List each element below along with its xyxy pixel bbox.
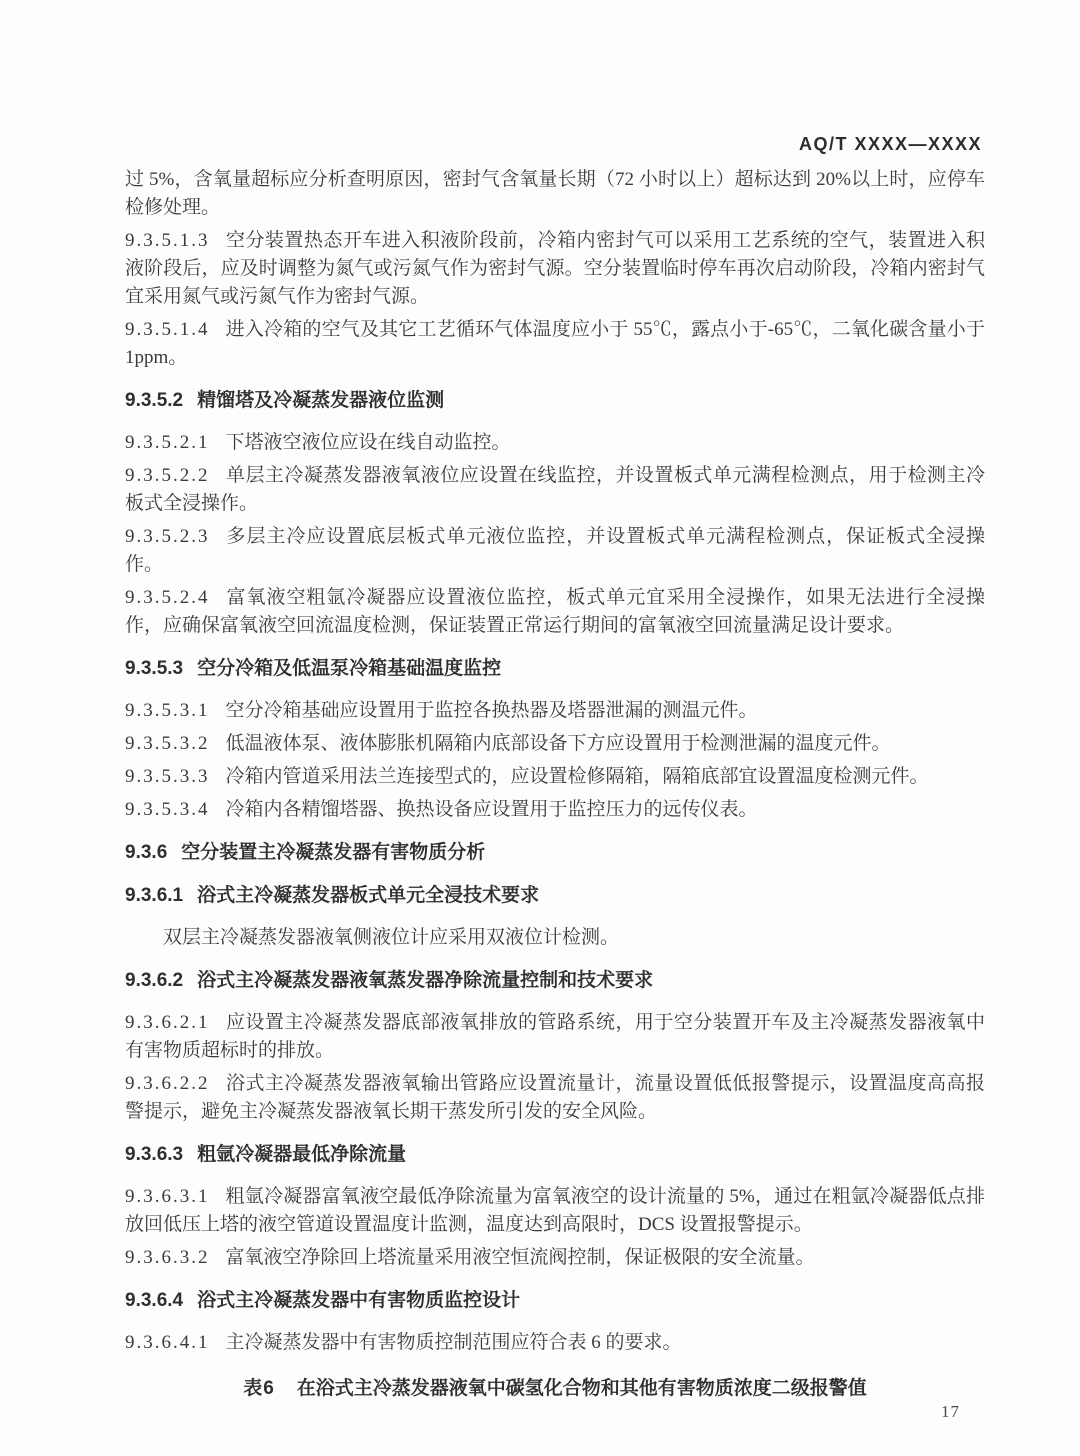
clause-text: 主冷凝蒸发器中有害物质控制范围应符合表 6 的要求。: [225, 1332, 682, 1353]
clause-text: 浴式主冷凝蒸发器液氧蒸发器净除流量控制和技术要求: [197, 970, 654, 991]
clause-text: 浴式主冷凝蒸发器中有害物质监控设计: [197, 1290, 521, 1311]
clause-number: 9.3.5.3.4: [125, 799, 210, 820]
clause-number: 9.3.5.2.3: [125, 526, 210, 547]
page-number: 17: [941, 1402, 960, 1421]
table-caption: [125, 1375, 985, 1403]
clause-text: 应设置主冷凝蒸发器底部液氧排放的管路系统，用于空分装置开车及主冷凝蒸发器液氧中有害物质超标时的排放。: [125, 1012, 985, 1061]
clause-text: 下塔液空液位应设在线自动监控。: [225, 432, 511, 453]
clause-number: 9.3.6.3: [125, 1144, 184, 1165]
clause-number: 9.3.6.1: [125, 885, 184, 906]
clause-text: 浴式主冷凝蒸发器液氧输出管路应设置流量计，流量设置低低报警提示，设置温度高高报警提示，避免主冷凝蒸发器液氧长期干蒸发所引发的安全风险。: [125, 1073, 985, 1122]
clause-number: 9.3.5.2.1: [125, 432, 210, 453]
continuation-paragraph: [125, 166, 985, 222]
clause-9.3.6.2.1: [125, 1009, 985, 1065]
clause-9.3.5.1.4: [125, 316, 985, 372]
clause-text: 在浴式主冷蒸发器液氧中碳氢化合物和其他有害物质浓度二级报警值: [296, 1378, 867, 1399]
clause-number: 9.3.6: [125, 842, 168, 863]
clause-number: 9.3.6.3.1: [125, 1186, 210, 1207]
clause-number: 9.3.5.2.2: [125, 465, 210, 486]
clause-9.3.5.2.2: [125, 462, 985, 518]
clause-text: 空分冷箱基础应设置用于监控各换热器及塔器泄漏的测温元件。: [225, 700, 758, 721]
clause-text: 双层主冷凝蒸发器液氧侧液位计应采用双液位计检测。: [163, 927, 620, 948]
clause-text: 冷箱内各精馏塔器、换热设备应设置用于监控压力的远传仪表。: [225, 799, 758, 820]
section-heading-9.3.6.4: [125, 1287, 985, 1315]
clause-number: 9.3.5.1.3: [125, 230, 210, 251]
clause-number: 9.3.6.2: [125, 970, 184, 991]
clause-number: 9.3.6.4.1: [125, 1332, 210, 1353]
clause-number: 9.3.5.2.4: [125, 587, 210, 608]
clause-text: 冷箱内管道采用法兰连接型式的，应设置检修隔箱，隔箱底部宜设置温度检测元件。: [225, 766, 929, 787]
clause-number: 9.3.5.2: [125, 390, 184, 411]
clause-9.3.5.3.1: [125, 697, 985, 725]
clause-text: 进入冷箱的空气及其它工艺循环气体温度应小于 55℃，露点小于-65℃，二氧化碳含量小于 1ppm。: [125, 319, 985, 368]
clause-text: 多层主冷应设置底层板式单元液位监控，并设置板式单元满程检测点，保证板式全浸操作。: [125, 526, 985, 575]
clause-9.3.6.3.1: [125, 1183, 985, 1239]
clause-text: 富氧液空净除回上塔流量采用液空恒流阀控制，保证极限的安全流量。: [225, 1247, 815, 1268]
clause-text: 富氧液空粗氩冷凝器应设置液位监控，板式单元宜采用全浸操作，如果无法进行全浸操作，应确保富氧液空回流温度检测，保证装置正常运行期间的富氧液空回流量满足设计要求。: [125, 587, 985, 636]
clause-text: 过 5%，含氧量超标应分析查明原因，密封气含氧量长期（72 小时以上）超标达到 20%以上时，应停车检修处理。: [125, 169, 985, 218]
clause-number: 9.3.5.3.1: [125, 700, 210, 721]
section-heading-9.3.6.3: [125, 1141, 985, 1169]
clause-text: 空分装置主冷凝蒸发器有害物质分析: [181, 842, 486, 863]
clause-number: 9.3.5.3: [125, 658, 184, 679]
indented-paragraph: [125, 924, 985, 952]
section-heading-9.3.5.3: [125, 655, 985, 683]
clause-text: 浴式主冷凝蒸发器板式单元全浸技术要求: [197, 885, 540, 906]
clause-number: 9.3.6.4: [125, 1290, 184, 1311]
clause-9.3.6.4.1: [125, 1329, 985, 1357]
clause-9.3.5.2.4: [125, 584, 985, 640]
clause-text: 单层主冷凝蒸发器液氧液位应设置在线监控，并设置板式单元满程检测点，用于检测主冷板式全浸操作。: [125, 465, 985, 514]
clause-number: 9.3.5.3.3: [125, 766, 210, 787]
clause-9.3.5.2.1: [125, 429, 985, 457]
section-heading-9.3.6: [125, 839, 985, 867]
clause-9.3.5.3.3: [125, 763, 985, 791]
clause-text: 精馏塔及冷凝蒸发器液位监测: [197, 390, 445, 411]
clause-9.3.6.3.2: [125, 1244, 985, 1272]
clause-number: 9.3.6.2.1: [125, 1012, 210, 1033]
clause-text: 低温液体泵、液体膨胀机隔箱内底部设备下方应设置用于检测泄漏的温度元件。: [225, 733, 891, 754]
clause-text: 空分装置热态开车进入积液阶段前，冷箱内密封气可以采用工艺系统的空气，装置进入积液阶段后，应及时调整为氮气或污氮气作为密封气源。空分装置临时停车再次启动阶段，冷箱内密封气宜采用氮气或污氮气作为密封气源。: [125, 230, 985, 307]
clause-number: 9.3.5.3.2: [125, 733, 210, 754]
clause-text: 粗氩冷凝器最低净除流量: [197, 1144, 407, 1165]
clause-text: 粗氩冷凝器富氧液空最低净除流量为富氧液空的设计流量的 5%，通过在粗氩冷凝器低点排放回低压上塔的液空管道设置温度计监测，温度达到高限时，DCS 设置报警提示。: [125, 1186, 985, 1235]
section-heading-9.3.6.2: [125, 967, 985, 995]
clause-9.3.6.2.2: [125, 1070, 985, 1126]
clause-number: 9.3.6.3.2: [125, 1247, 210, 1268]
section-heading-9.3.6.1: [125, 882, 985, 910]
clause-9.3.5.3.4: [125, 796, 985, 824]
clause-9.3.5.3.2: [125, 730, 985, 758]
document-header-code: AQ/T XXXX—XXXX: [798, 134, 982, 154]
clause-number: 9.3.5.1.4: [125, 319, 210, 340]
document-body: [125, 166, 985, 1403]
section-heading-9.3.5.2: [125, 387, 985, 415]
clause-number: 表6: [243, 1378, 275, 1399]
clause-9.3.5.2.3: [125, 523, 985, 579]
clause-9.3.5.1.3: [125, 227, 985, 311]
clause-number: 9.3.6.2.2: [125, 1073, 210, 1094]
clause-text: 空分冷箱及低温泵冷箱基础温度监控: [197, 658, 502, 679]
